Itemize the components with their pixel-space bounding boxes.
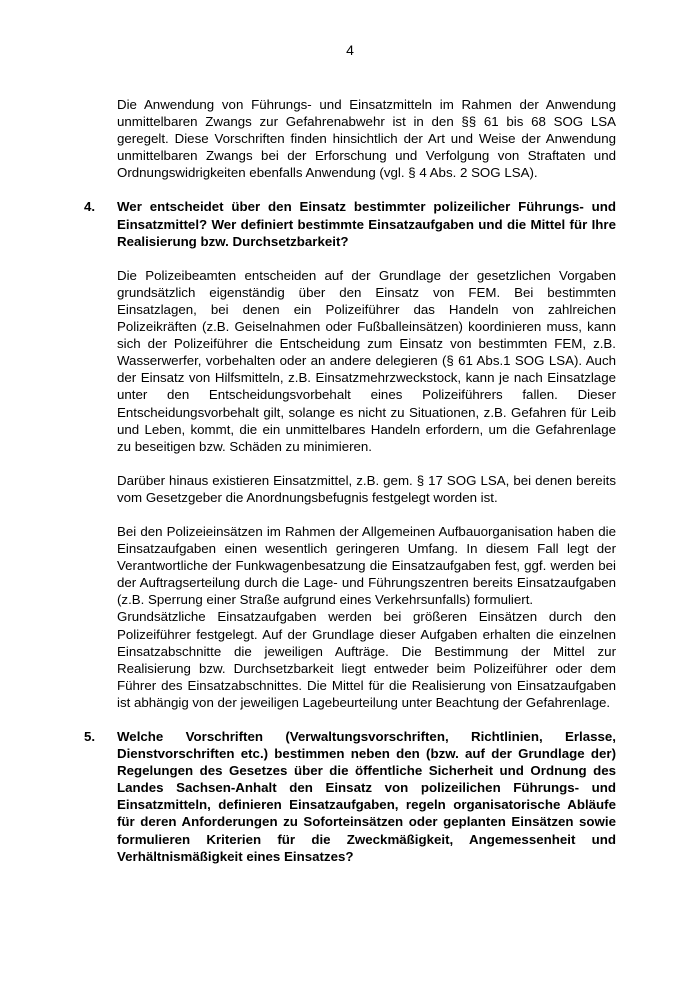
answer-paragraph: Darüber hinaus existieren Einsatzmittel, z.B. gem. § 17 SOG LSA, bei denen bereits vom Gesetzgeber die Anordnungsbefugnis festgelegt worden ist. — [117, 472, 616, 505]
question-number: 5. — [84, 729, 96, 744]
answer-paragraph: Grundsätzliche Einsatzaufgaben werden bei größeren Einsätzen durch den Polizeiführer festgelegt. Auf der Grundlage dieser Aufgaben erhalten die einzelnen Einsatzabschnitte die jeweiligen Aufträge. Die Bestimmung der Mittel zur Realisierung bzw. Durchsetzbarkeit liegt entweder beim Polizeiführer oder dem Führer des Einsatzabschnittes. Die Mittel für die Realisierung von Einsatzaufgaben ist abhängig von der jeweiligen Lagebeurteilung unter Beachtung der Gefahrenlage. — [117, 609, 616, 710]
answer-paragraph: Bei den Polizeieinsätzen im Rahmen der Allgemeinen Aufbauorganisation haben die Einsatzaufgaben einen wesentlich geringeren Umfang. In diesem Fall legt der Verantwortliche der Funkwagenbesatzung die Einsatzaufgaben fest, ggf. werden bei der Auftragserteilung durch die Lage- und Führungszentren bereits Einsatzaufgaben (z.B. Sperrung einer Straße aufgrund eines Verkehrsunfalls) formuliert. — [117, 523, 616, 608]
question-5 — [84, 728, 616, 865]
document-body — [84, 96, 616, 865]
answer-paragraph: Die Polizeibeamten entscheiden auf der Grundlage der gesetzlichen Vorgaben grundsätzlich eigenständig über den Einsatz von FEM. Bei bestimmten Einsatzlagen, bei denen ein Polizeiführer das Handeln von zahlreichen Polizeikräften (z.B. Geiselnahmen oder Fußballeinsätzen) koordinieren muss, kann sich der Polizeiführer die Entscheidung zum Einsatz von bestimmten FEM, z.B. Wasserwerfer, vorbehalten oder an andere delegieren (§ 61 Abs.1 SOG LSA). Auch der Einsatz von Hilfsmitteln, z.B. Einsatzmehrzweckstock, kann je nach Einsatzlage unter den Entscheidungsvorbehalt eines Polizeiführers fallen. Dieser Entscheidungsvorbehalt gilt, solange es nicht zu Situationen, z.B. Gefahren für Leib und Leben, kommt, die ein unmittelbares Handeln erfordern, um die Gefahrenlage zu beseitigen bzw. Schäden zu minimieren. — [117, 267, 616, 454]
question-text: Wer entscheidet über den Einsatz bestimmter polizeilicher Führungs- und Einsatzmittel? Wer definiert bestimmte Einsatzaufgaben und die Mittel für Ihre Realisierung bzw. Durchsetzbarkeit? — [117, 199, 616, 249]
question-text: Welche Vorschriften (Verwaltungsvorschriften, Richtlinien, Erlasse, Dienstvorschriften etc.) bestimmen neben den (bzw. auf der Grundlage der) Regelungen des Gesetzes über die öffentliche Sicherheit und Ordnung des Landes Sachsen-Anhalt den Einsatz von polizeilichen Führungs- und Einsatzmitteln, definieren Einsatzaufgaben, regeln organisatorische Abläufe für deren Anforderungen zu Soforteinsätzen oder geplanten Einsätzen sowie formulieren Kriterien für die Zweckmäßigkeit, Angemessenheit und Verhältnismäßigkeit eines Einsatzes? — [117, 729, 616, 864]
page-number: 4 — [346, 42, 354, 58]
question-number: 4. — [84, 199, 96, 215]
question-4 — [84, 198, 616, 249]
intro-paragraph: Die Anwendung von Führungs- und Einsatzmitteln im Rahmen der Anwendung unmittelbaren Zwangs zur Gefahrenabwehr ist in den §§ 61 bis 68 SOG LSA geregelt. Diese Vorschriften finden hinsichtlich der Art und Weise der Anwendung unmittelbaren Zwangs bei der Erforschung und Verfolgung von Straftaten und Ordnungswidrigkeiten ebenfalls Anwendung (vgl. § 4 Abs. 2 SOG LSA). — [117, 97, 616, 181]
